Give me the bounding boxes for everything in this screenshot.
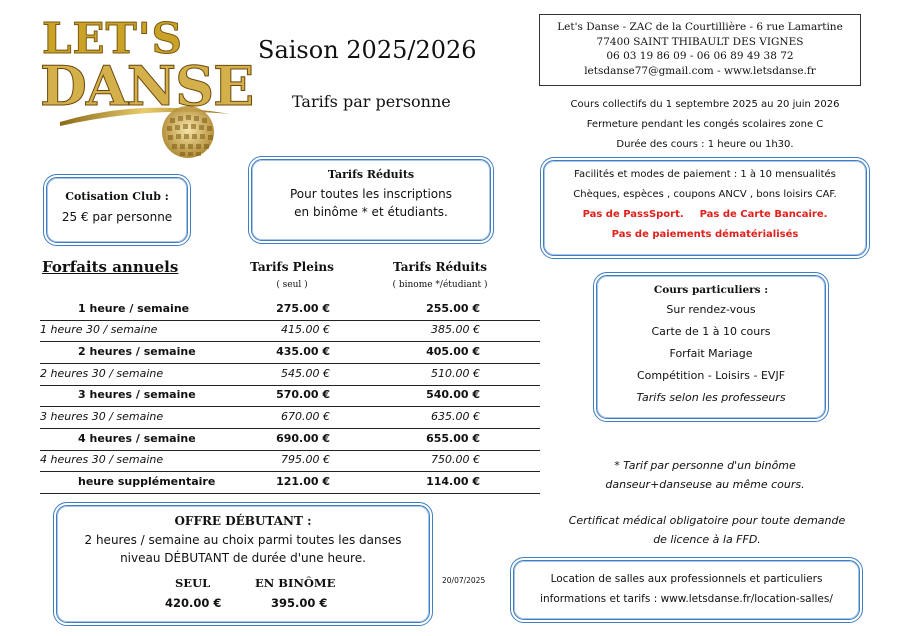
no-passsport: Pas de PassSport. xyxy=(582,209,684,220)
room-rental-box xyxy=(510,557,863,623)
col-full-title: Tarifs Pleins xyxy=(250,260,334,274)
row-label: 4 heures 30 / semaine xyxy=(40,453,164,466)
row-label: 3 heures 30 / semaine xyxy=(40,410,164,423)
row-reduced-price: 540.00 € xyxy=(426,388,480,401)
offer-seul-price: 420.00 € xyxy=(165,596,222,610)
row-label: heure supplémentaire xyxy=(78,475,216,488)
row-full-price: 545.00 € xyxy=(281,367,330,380)
contact-city: 77400 SAINT THIBAULT DES VIGNES xyxy=(596,35,804,48)
medical-certificate xyxy=(552,511,862,549)
reduced-title: Tarifs Réduits xyxy=(327,168,415,181)
rental-line2: informations et tarifs : www.letsdanse.fr/location-salles/ xyxy=(540,593,833,605)
row-full-price: 570.00 € xyxy=(276,388,330,401)
private-teacher-rates: Tarifs selon les professeurs xyxy=(636,391,786,404)
row-label: 3 heures / semaine xyxy=(78,388,196,401)
row-reduced-price: 750.00 € xyxy=(431,453,480,466)
cotisation-title: Cotisation Club : xyxy=(65,190,169,203)
row-reduced-price: 635.00 € xyxy=(431,410,480,423)
logo-line1: LET'S xyxy=(42,14,183,63)
row-full-price: 121.00 € xyxy=(276,475,330,488)
col-full-sub: ( seul ) xyxy=(276,280,308,290)
schedule-duration: Durée des cours : 1 heure ou 1h30. xyxy=(616,139,794,150)
schedule-dates: Cours collectifs du 1 septembre 2025 au 20 juin 2026 xyxy=(570,99,840,110)
row-full-price: 275.00 € xyxy=(276,302,330,315)
payment-box xyxy=(540,157,870,259)
offer-line2: niveau DÉBUTANT de durée d'une heure. xyxy=(120,551,366,565)
row-label: 2 heures / semaine xyxy=(78,345,196,358)
contact-phones: 06 03 19 86 09 - 06 06 89 49 38 72 xyxy=(606,50,794,62)
offer-binome-price: 395.00 € xyxy=(271,596,328,610)
offer-seul-label: SEUL xyxy=(175,576,211,590)
row-reduced-price: 385.00 € xyxy=(431,323,480,336)
rental-line1: Location de salles aux professionnels et particuliers xyxy=(550,573,823,585)
table-row xyxy=(40,320,540,342)
row-full-price: 690.00 € xyxy=(276,432,330,445)
col-reduced-title: Tarifs Réduits xyxy=(392,260,488,274)
contact-address: Let's Danse - ZAC de la Courtillière - 6 rue Lamartine xyxy=(557,21,843,33)
subtitle: Tarifs par personne xyxy=(292,92,451,111)
private-competition: Compétition - Loisirs - EVJF xyxy=(636,369,786,382)
row-reduced-price: 510.00 € xyxy=(431,367,480,380)
contact-web: letsdanse77@gmail.com - www.letsdanse.fr xyxy=(584,64,816,77)
table-row xyxy=(40,407,540,429)
note-line2: danseur+danseuse au même cours. xyxy=(605,478,805,491)
reduced-line1: Pour toutes les inscriptions xyxy=(289,187,452,201)
private-wedding: Forfait Mariage xyxy=(669,347,753,360)
offer-title: OFFRE DÉBUTANT : xyxy=(174,514,312,528)
reduced-line2: en binôme * et étudiants. xyxy=(294,205,448,219)
row-reduced-price: 655.00 € xyxy=(426,432,480,445)
row-label: 1 heure 30 / semaine xyxy=(40,323,158,336)
row-reduced-price: 114.00 € xyxy=(426,475,480,488)
logo-line2: DANSE xyxy=(40,54,254,118)
row-full-price: 670.00 € xyxy=(281,410,330,423)
offer-line1: 2 heures / semaine au choix parmi toutes les danses xyxy=(84,533,402,547)
private-card: Carte de 1 à 10 cours xyxy=(651,325,771,338)
note-line1: * Tarif par personne d'un binôme xyxy=(614,459,796,472)
schedule-info xyxy=(540,95,870,155)
no-credit-card: Pas de Carte Bancaire. xyxy=(699,209,828,220)
contact-box xyxy=(539,14,861,86)
reduced-rates-box xyxy=(248,156,494,244)
row-full-price: 795.00 € xyxy=(281,453,330,466)
payment-installments: Facilités et modes de paiement : 1 à 10 mensualités xyxy=(574,169,836,180)
row-reduced-price: 405.00 € xyxy=(426,345,480,358)
table-row xyxy=(40,472,540,494)
no-digital-payment: Pas de paiements dématérialisés xyxy=(611,229,799,240)
forfaits-heading: Forfaits annuels xyxy=(42,258,179,276)
table-row xyxy=(40,450,540,472)
table-row xyxy=(40,299,540,321)
table-row xyxy=(40,385,540,407)
offer-binome-label: EN BINÔME xyxy=(255,576,336,590)
schedule-closure: Fermeture pendant les congés scolaires zone C xyxy=(586,119,824,130)
cotisation-price: 25 € par personne xyxy=(61,210,173,224)
logo xyxy=(40,14,254,164)
cotisation-box xyxy=(43,174,191,246)
col-reduced-sub: ( binome */étudiant ) xyxy=(392,280,488,290)
row-reduced-price: 255.00 € xyxy=(426,302,480,315)
table-row xyxy=(40,429,540,451)
certificate-line2: de licence à la FFD. xyxy=(653,533,761,546)
row-full-price: 415.00 € xyxy=(281,323,330,336)
beginner-offer-box xyxy=(53,502,433,626)
document-date: 20/07/2025 xyxy=(442,576,486,585)
row-full-price: 435.00 € xyxy=(276,345,330,358)
private-lessons-box xyxy=(593,272,829,422)
row-label: 2 heures 30 / semaine xyxy=(40,367,164,380)
payment-methods: Chèques, espèces , coupons ANCV , bons loisirs CAF. xyxy=(573,189,837,200)
private-appointment: Sur rendez-vous xyxy=(666,303,756,316)
private-title: Cours particuliers : xyxy=(653,284,769,296)
table-row xyxy=(40,342,540,364)
table-row xyxy=(40,364,540,386)
row-label: 1 heure / semaine xyxy=(78,302,190,315)
season-title: Saison 2025/2026 xyxy=(258,36,477,64)
binome-note xyxy=(570,456,840,494)
row-label: 4 heures / semaine xyxy=(78,432,196,445)
certificate-line1: Certificat médical obligatoire pour toute demande xyxy=(568,514,846,527)
